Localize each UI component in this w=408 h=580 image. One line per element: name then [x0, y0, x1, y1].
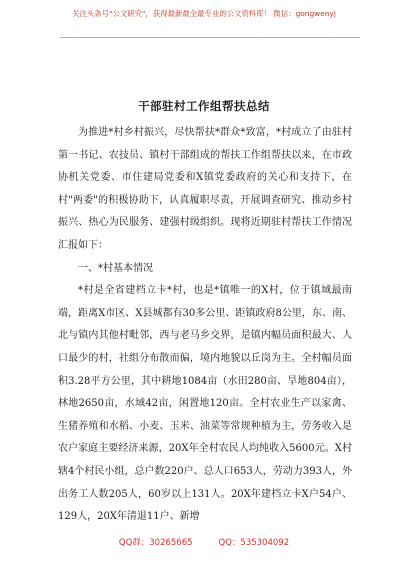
section-heading: 一、*村基本情况 [78, 262, 153, 274]
header-divider [60, 37, 360, 38]
header-banner: 关注头条号"公文研究"，获得最新最全最专业的公文资料库！ 微信：gongwenyj [72, 9, 336, 18]
footer-qq-group: QQ群：30265665 [118, 538, 193, 548]
footer-qq: QQ：535304092 [218, 538, 290, 548]
document-title: 干部驻村工作组帮扶总结 [138, 99, 270, 113]
section-paragraph: *村是全省建档立卡*村，也是*镇唯一的X村，位于镇域最南端，距离X市区、X县城都有30多公里、距镇政府8公里，东、南、北与镇内其他村毗邻，西与老马乡交界，是镇内幅员面积最大、人口最少的村，社组分布散而偏，境内地貌以丘岗为主。全村幅员面积3.28平方公里，其中耕地1084亩（水田280亩、旱地804亩），林地2650亩，水域42亩，闲置地120亩。全村农业生产以家禽、生猪养殖和水稻、小麦、玉米、油菜等常规种植为主，劳务收入是农户家庭主要经济来源，20X年全村农民人均纯收入5600元。X村辖4个村民小组，总户数220户、总人口653人，劳动力393人，外出务工人数205人，60岁以上131人。20X年建档立卡X户54户、129人，20X年清退11户、新增 [58, 285, 352, 523]
intro-paragraph: 为推进*村乡村振兴，尽快帮扶*群众*致富，*村成立了由驻村第一书记、农技员、镇村干部组成的帮扶工作组帮扶以来，在市政协机关党委、市住建局党委和X镇党委政府的关心和支持下，在村"两委"的积极协助下，认真履职尽责，开展调查研究、推动乡村振兴、热心为民服务、建强村级组织。现将近期驻村帮扶工作情况汇报如下： [58, 127, 352, 251]
document-body [58, 122, 352, 529]
footer-contact [0, 536, 408, 548]
